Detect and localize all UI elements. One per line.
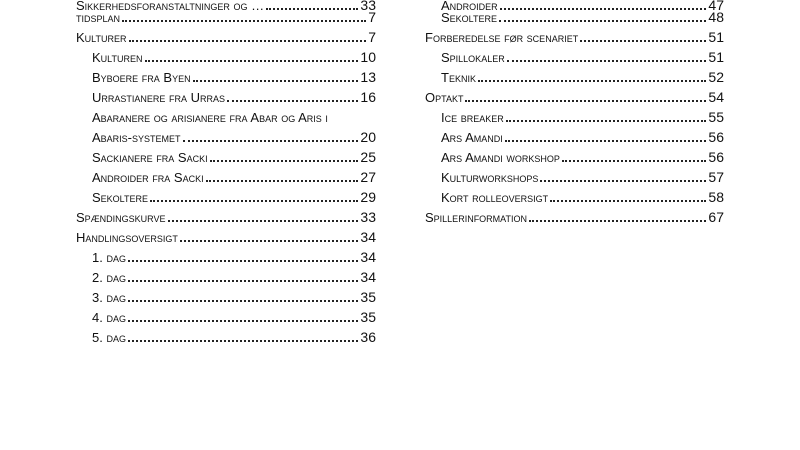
toc-entry-page: 7 [368, 9, 376, 25]
toc-entry-page: 35 [360, 309, 376, 325]
dot-leader [150, 200, 358, 202]
toc-entry-page: 67 [708, 209, 724, 225]
toc-entry-sekoltere[interactable] [76, 185, 376, 205]
toc-entry-label: Androider fra Sacki [92, 170, 204, 185]
toc-entry-label: Handlingsoversigt [76, 230, 178, 245]
toc-entry-page: 51 [708, 49, 724, 65]
toc-entry-page: 34 [360, 269, 376, 285]
toc-entry-byboere[interactable] [76, 65, 376, 85]
toc-entry-page: 51 [708, 29, 724, 45]
toc-entry-label: Spillokaler [441, 50, 505, 65]
toc-entry-page: 16 [360, 89, 376, 105]
dot-leader [529, 220, 706, 222]
toc-entry-page: 36 [360, 329, 376, 345]
dot-leader [562, 160, 707, 162]
toc-entry-label: Abaranere og arisianere fra Abar og Aris i [92, 110, 328, 125]
dot-leader [206, 180, 359, 182]
toc-entry-label: Abaris-systemet [92, 130, 181, 145]
toc-entry-label: 2. dag [92, 270, 126, 285]
toc-entry-label: Sackianere fra Sacki [92, 150, 208, 165]
toc-entry-page: 20 [360, 129, 376, 145]
toc-entry-page: 35 [360, 289, 376, 305]
toc-entry-dag-3[interactable] [76, 285, 376, 305]
toc-entry-label: Ice breaker [441, 110, 504, 125]
dot-leader [183, 140, 359, 142]
toc-entry-urrastianere[interactable] [76, 85, 376, 105]
dot-leader [128, 340, 358, 342]
toc-entry-label: Ars Amandi workshop [441, 150, 560, 165]
toc-entry-label: Sekoltere [92, 190, 149, 205]
toc-entry-dag-5[interactable] [76, 325, 376, 345]
toc-entry-kulturworkshops[interactable] [425, 165, 724, 185]
dot-leader [507, 60, 707, 62]
toc-entry-page: 34 [360, 229, 376, 245]
toc-entry-page: 33 [360, 209, 376, 225]
dot-leader [505, 140, 707, 142]
toc-entry-page: 25 [360, 149, 376, 165]
toc-entry-optakt[interactable] [425, 85, 724, 105]
dot-leader [193, 80, 359, 82]
toc-entry-label: Byboere fra Byen [92, 70, 191, 85]
toc-entry-label: Sikkerhedsforanstaltninger og … [76, 0, 265, 13]
dot-leader [227, 100, 358, 102]
toc-entry-page: 48 [708, 9, 724, 25]
toc-entry-page: 7 [368, 29, 376, 45]
toc-entry-forberedelse[interactable] [425, 25, 724, 45]
toc-entry-page: 13 [360, 69, 376, 85]
toc-entry-label: Spillerinformation [425, 210, 528, 225]
toc-entry-abaranere-line1[interactable] [76, 105, 376, 125]
dot-leader [168, 220, 359, 222]
toc-entry-dag-1[interactable] [76, 245, 376, 265]
toc-entry-page: 34 [360, 249, 376, 265]
toc-entry-spillokaler[interactable] [425, 45, 724, 65]
dot-leader [128, 320, 358, 322]
toc-entry-page: 54 [708, 89, 724, 105]
dot-leader [540, 180, 706, 182]
toc-entry-label: Forberedelse før scenariet [425, 30, 579, 45]
toc-entry-label: 5. dag [92, 330, 126, 345]
toc-entry-dag-2[interactable] [76, 265, 376, 285]
dot-leader [478, 80, 706, 82]
toc-entry-page: 56 [708, 149, 724, 165]
toc-entry-ice-breaker[interactable] [425, 105, 724, 125]
toc-entry-label: Teknik [441, 70, 476, 85]
toc-entry-dag-4[interactable] [76, 305, 376, 325]
toc-entry-label: Sekoltere [441, 10, 498, 25]
toc-entry-page: 27 [360, 169, 376, 185]
dot-leader [465, 100, 706, 102]
toc-entry-sekoltere-r[interactable] [425, 5, 724, 25]
toc-entry-label: Optakt [425, 90, 464, 105]
toc-entry-label: Androider [441, 0, 498, 13]
toc-entry-label: 4. dag [92, 310, 126, 325]
toc-entry-kulturer[interactable] [76, 25, 376, 45]
toc-entry-page: 52 [708, 69, 724, 85]
toc-entry-label: 3. dag [92, 290, 126, 305]
toc-entry-page: 10 [360, 49, 376, 65]
dot-leader [128, 280, 358, 282]
dot-leader [128, 260, 358, 262]
toc-entry-handlingsoversigt[interactable] [76, 225, 376, 245]
toc-entry-ars-amandi-workshop[interactable] [425, 145, 724, 165]
dot-leader [210, 160, 359, 162]
toc-entry-label: tidsplan [76, 10, 121, 25]
dot-leader [145, 60, 359, 62]
dot-leader [128, 300, 358, 302]
dot-leader [180, 240, 359, 242]
toc-entry-page: 33 [360, 0, 376, 13]
toc-entry-label: Urrastianere fra Urras [92, 90, 226, 105]
toc-entry-spillerinformation[interactable] [425, 205, 724, 225]
toc-entry-label: Spændingskurve [76, 210, 166, 225]
dot-leader [129, 40, 367, 42]
dot-leader [122, 20, 366, 22]
toc-entry-tidsplan[interactable] [76, 5, 376, 25]
toc-entry-page: 57 [708, 169, 724, 185]
toc-entry-abaranere-line2[interactable] [76, 125, 376, 145]
toc-entry-ars-amandi[interactable] [425, 125, 724, 145]
toc-entry-androider[interactable] [76, 165, 376, 185]
toc-entry-label: Kulturen [92, 50, 143, 65]
dot-leader [506, 120, 707, 122]
toc-entry-label: Kort rolleoversigt [441, 190, 549, 205]
toc-entry-teknik[interactable] [425, 65, 724, 85]
toc-entry-page: 58 [708, 189, 724, 205]
toc-entry-sackianere[interactable] [76, 145, 376, 165]
toc-entry-label: Ars Amandi [441, 130, 503, 145]
toc-entry-kort-rolleoversigt[interactable] [425, 185, 724, 205]
toc-entry-label: Kulturer [76, 30, 127, 45]
dot-leader [580, 40, 706, 42]
dot-leader [499, 20, 706, 22]
toc-entry-label: Kulturworkshops [441, 170, 539, 185]
toc-entry-page: 47 [708, 0, 724, 13]
toc-entry-kulturen[interactable] [76, 45, 376, 65]
toc-entry-page: 56 [708, 129, 724, 145]
toc-entry-label: 1. dag [92, 250, 126, 265]
toc-entry-spaendingskurve[interactable] [76, 205, 376, 225]
dot-leader [550, 200, 706, 202]
toc-entry-page: 29 [360, 189, 376, 205]
toc-entry-page: 55 [708, 109, 724, 125]
